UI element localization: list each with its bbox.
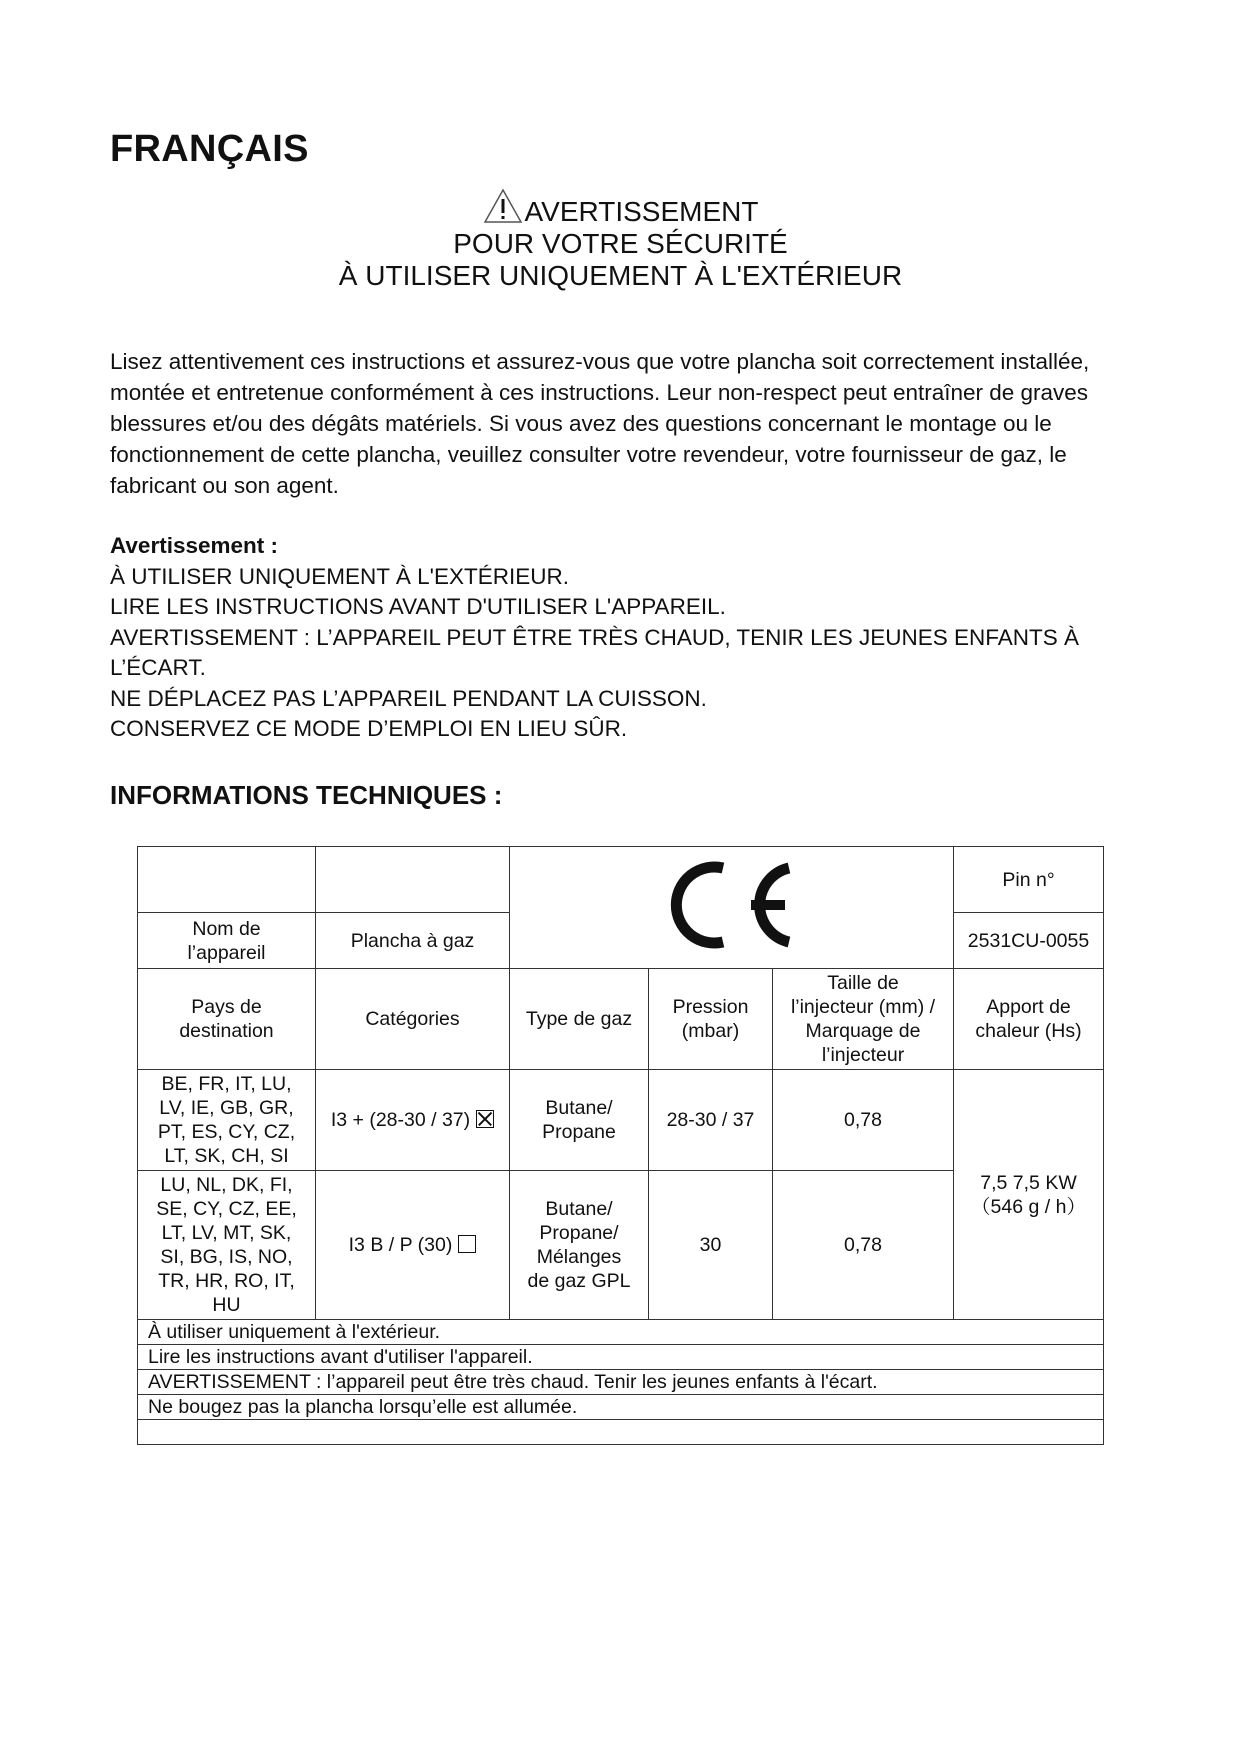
header-pressure: Pression (mbar) — [649, 969, 773, 1070]
pressure-cell: 28-30 / 37 — [649, 1070, 773, 1171]
warning-line: LIRE LES INSTRUCTIONS AVANT D'UTILISER L'APPAREIL. — [110, 594, 726, 619]
header-heat: Apport de chaleur (Hs) — [954, 969, 1104, 1070]
warning-line: À UTILISER UNIQUEMENT À L'EXTÉRIEUR. — [110, 563, 569, 589]
category-text: I3 B / P (30) — [348, 1234, 453, 1256]
pin-label: Pin n° — [954, 847, 1104, 913]
empty-cell — [138, 847, 316, 913]
unchecked-box-icon — [458, 1235, 476, 1253]
empty-cell — [316, 847, 510, 913]
header-category: Catégories — [316, 969, 510, 1070]
pin-value: 2531CU-0055 — [954, 913, 1104, 969]
empty-note-row — [138, 1420, 1104, 1445]
countries-cell: BE, FR, IT, LU, LV, IE, GB, GR, PT, ES, CY, CZ, LT, SK, CH, SI — [138, 1070, 316, 1171]
intro-paragraph: Lisez attentivement ces instructions et assurez-vous que votre plancha soit correctement installée, montée et entretenue conformément à ces instructions. Leur non-respect peut entraîner de graves blessures et/ou des dégâts matériels. Si vous avez des questions concernant le montage ou le fonctionnement de cette plancha, veuillez consulter votre revendeur, votre fournisseur de gaz, le fabricant ou son agent. — [110, 349, 1090, 498]
technical-spec-table — [137, 846, 1104, 1445]
safety-warning-header — [0, 188, 1241, 292]
appliance-name-label: Nom de l’appareil — [138, 913, 316, 969]
header-injector: Taille de l’injecteur (mm) / Marquage de l’injecteur — [773, 969, 954, 1070]
ce-mark-icon — [667, 858, 797, 952]
header-country: Pays de destination — [138, 969, 316, 1070]
category-cell — [316, 1070, 510, 1171]
warning-block — [110, 531, 1150, 745]
pressure-cell: 30 — [649, 1171, 773, 1320]
warning-triangle-icon — [483, 188, 523, 224]
warning-subtitle: POUR VOTRE SÉCURITÉ — [453, 228, 788, 259]
warning-line: NE DÉPLACEZ PAS L’APPAREIL PENDANT LA CUISSON. — [110, 685, 707, 711]
warning-heading: Avertissement : — [110, 533, 278, 558]
ce-mark-cell — [510, 847, 954, 969]
header-gas-type: Type de gaz — [510, 969, 649, 1070]
countries-cell: LU, NL, DK, FI, SE, CY, CZ, EE, LT, LV, MT, SK, SI, BG, IS, NO, TR, HR, RO, IT, HU — [138, 1171, 316, 1320]
heat-value-cell: 7,5 7,5 KW （546 g / h） — [954, 1070, 1104, 1320]
checked-box-icon — [476, 1110, 494, 1128]
gas-cell: Butane/ Propane/ Mélanges de gaz GPL — [510, 1171, 649, 1320]
note-row: À utiliser uniquement à l'extérieur. — [138, 1320, 1104, 1345]
note-row: Lire les instructions avant d'utiliser l'appareil. — [138, 1345, 1104, 1370]
warning-title: AVERTISSEMENT — [524, 196, 759, 227]
injector-cell: 0,78 — [773, 1070, 954, 1171]
injector-cell: 0,78 — [773, 1171, 954, 1320]
category-text: I3 + (28-30 / 37) — [330, 1109, 471, 1131]
appliance-name-value: Plancha à gaz — [316, 913, 510, 969]
note-row: AVERTISSEMENT : l’appareil peut être très chaud. Tenir les jeunes enfants à l'écart. — [138, 1370, 1104, 1395]
warning-line: CONSERVEZ CE MODE D’EMPLOI EN LIEU SÛR. — [110, 716, 628, 741]
language-title: FRANÇAIS — [110, 128, 309, 170]
warning-line: AVERTISSEMENT : L’APPAREIL PEUT ÊTRE TRÈS CHAUD, TENIR LES JEUNES ENFANTS À L’ÉCART. — [110, 624, 1080, 680]
table-row — [138, 1070, 1104, 1171]
warning-outdoor: À UTILISER UNIQUEMENT À L'EXTÉRIEUR — [338, 260, 903, 291]
technical-info-title: INFORMATIONS TECHNIQUES : — [110, 780, 503, 810]
category-cell — [316, 1171, 510, 1320]
note-row: Ne bougez pas la plancha lorsqu’elle est allumée. — [138, 1395, 1104, 1420]
gas-cell: Butane/ Propane — [510, 1070, 649, 1171]
